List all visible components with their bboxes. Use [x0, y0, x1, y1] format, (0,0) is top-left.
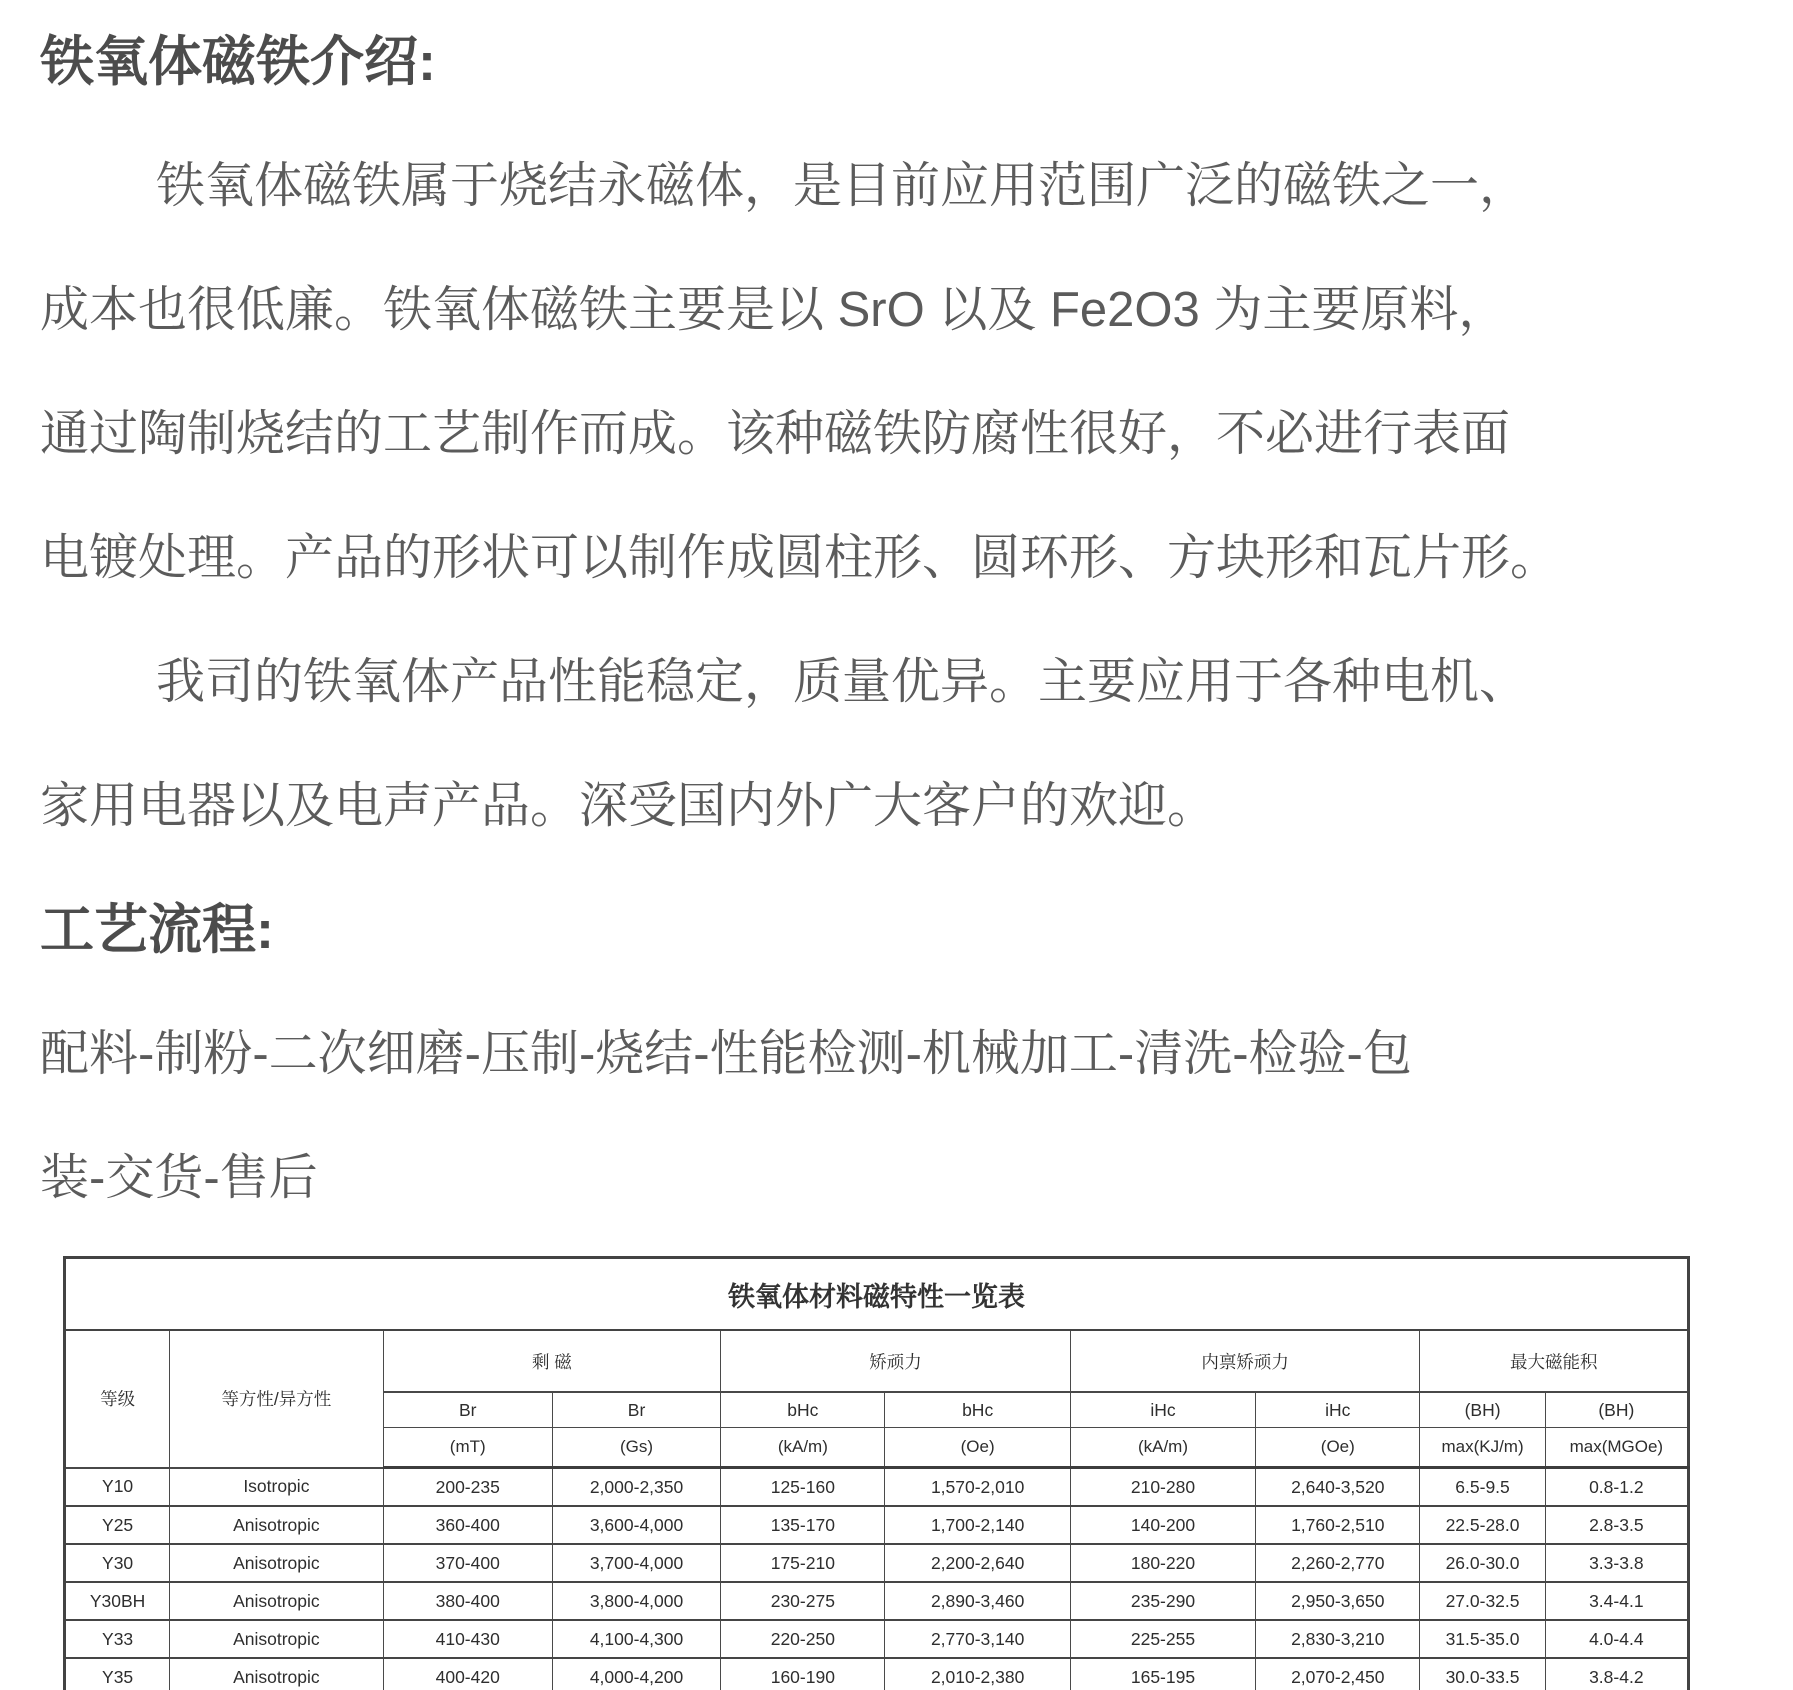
intro-line-5: 我司的铁氧体产品性能稳定，质量优异。主要应用于各种电机、: [156, 655, 1529, 709]
table-cell: Y35: [65, 1658, 170, 1690]
table-cell: 2,200-2,640: [885, 1544, 1070, 1582]
process-line-2: 装-交货-售后: [40, 1151, 318, 1205]
table-cell: 140-200: [1070, 1506, 1255, 1544]
table-cell: 225-255: [1070, 1620, 1255, 1658]
table-cell: 175-210: [721, 1544, 885, 1582]
unit-bh-kj: max(KJ/m): [1420, 1428, 1545, 1468]
table-cell: 200-235: [383, 1468, 552, 1507]
col-header-br-gs: Br: [552, 1392, 720, 1428]
table-cell: 2,010-2,380: [885, 1658, 1070, 1690]
table-cell: 380-400: [383, 1582, 552, 1620]
table-cell: 360-400: [383, 1506, 552, 1544]
col-header-isotropy: 等方性/异方性: [170, 1330, 383, 1468]
table-cell: Anisotropic: [170, 1658, 383, 1690]
table-cell: 165-195: [1070, 1658, 1255, 1690]
table-cell: Y10: [65, 1468, 170, 1507]
col-header-bhc-oe: bHc: [885, 1392, 1070, 1428]
table-cell: 30.0-33.5: [1420, 1658, 1545, 1690]
table-cell: 135-170: [721, 1506, 885, 1544]
table-cell: 2,770-3,140: [885, 1620, 1070, 1658]
table-cell: 220-250: [721, 1620, 885, 1658]
unit-mt: (mT): [383, 1428, 552, 1468]
table-cell: 2,070-2,450: [1256, 1658, 1420, 1690]
table-row: [65, 1544, 1689, 1582]
col-header-bhc-kam: bHc: [721, 1392, 885, 1428]
col-header-bh-kj: (BH): [1420, 1392, 1545, 1428]
intro-line-6: 家用电器以及电声产品。深受国内外广大客户的欢迎。: [40, 779, 1217, 833]
table-cell: 180-220: [1070, 1544, 1255, 1582]
table-row: [65, 1582, 1689, 1620]
unit-bhc-oe: (Oe): [885, 1428, 1070, 1468]
table-cell: 2,950-3,650: [1256, 1582, 1420, 1620]
intro-heading: 铁氧体磁铁介绍:: [40, 32, 436, 92]
table-cell: 6.5-9.5: [1420, 1468, 1545, 1507]
table-cell: 3.3-3.8: [1545, 1544, 1688, 1582]
table-cell: 3,600-4,000: [552, 1506, 720, 1544]
col-header-bh-mgoe: (BH): [1545, 1392, 1688, 1428]
unit-bhc-kam: (kA/m): [721, 1428, 885, 1468]
table-title-row: [65, 1258, 1689, 1331]
col-header-ihc-oe: iHc: [1256, 1392, 1420, 1428]
table-row: [65, 1468, 1689, 1507]
table-cell: 400-420: [383, 1658, 552, 1690]
unit-bh-mgoe: max(MGOe): [1545, 1428, 1688, 1468]
table-cell: 235-290: [1070, 1582, 1255, 1620]
unit-ihc-kam: (kA/m): [1070, 1428, 1255, 1468]
unit-ihc-oe: (Oe): [1256, 1428, 1420, 1468]
table-cell: Isotropic: [170, 1468, 383, 1507]
process-line-1: 配料-制粉-二次细磨-压制-烧结-性能检测-机械加工-清洗-检验-包: [40, 1027, 1412, 1081]
table-cell: 2,890-3,460: [885, 1582, 1070, 1620]
table-cell: 125-160: [721, 1468, 885, 1507]
table-cell: 3,800-4,000: [552, 1582, 720, 1620]
table-cell: Y30BH: [65, 1582, 170, 1620]
ferrite-properties-table: [63, 1256, 1690, 1690]
col-group-remanence: 剩 磁: [383, 1330, 721, 1392]
table-cell: 230-275: [721, 1582, 885, 1620]
table-cell: 4.0-4.4: [1545, 1620, 1688, 1658]
col-group-coercivity: 矫顽力: [721, 1330, 1071, 1392]
table-cell: 3.4-4.1: [1545, 1582, 1688, 1620]
table-cell: 3,700-4,000: [552, 1544, 720, 1582]
table-cell: 26.0-30.0: [1420, 1544, 1545, 1582]
table-cell: 1,760-2,510: [1256, 1506, 1420, 1544]
table-cell: Anisotropic: [170, 1620, 383, 1658]
intro-line-2: 成本也很低廉。铁氧体磁铁主要是以 SrO 以及 Fe2O3 为主要原料，: [40, 283, 1508, 337]
table-cell: 2,830-3,210: [1256, 1620, 1420, 1658]
col-header-br-mt: Br: [383, 1392, 552, 1428]
table-cell: Y25: [65, 1506, 170, 1544]
process-heading: 工艺流程:: [40, 900, 274, 960]
table-row: [65, 1658, 1689, 1690]
table-row: [65, 1506, 1689, 1544]
intro-line-3: 通过陶制烧结的工艺制作而成。该种磁铁防腐性很好，不必进行表面: [40, 407, 1511, 461]
table-cell: 0.8-1.2: [1545, 1468, 1688, 1507]
table-title: 铁氧体材料磁特性一览表: [65, 1258, 1689, 1331]
unit-gs: (Gs): [552, 1428, 720, 1468]
table-cell: 3.8-4.2: [1545, 1658, 1688, 1690]
table-cell: 2.8-3.5: [1545, 1506, 1688, 1544]
table-cell: 22.5-28.0: [1420, 1506, 1545, 1544]
table-cell: Anisotropic: [170, 1582, 383, 1620]
intro-line-1: 铁氧体磁铁属于烧结永磁体，是目前应用范围广泛的磁铁之一，: [156, 159, 1529, 213]
col-group-max-energy-product: 最大磁能积: [1420, 1330, 1689, 1392]
col-header-grade: 等级: [65, 1330, 170, 1468]
table-cell: 370-400: [383, 1544, 552, 1582]
table-cell: 2,260-2,770: [1256, 1544, 1420, 1582]
table-cell: 2,640-3,520: [1256, 1468, 1420, 1507]
table-cell: 31.5-35.0: [1420, 1620, 1545, 1658]
table-cell: 1,700-2,140: [885, 1506, 1070, 1544]
intro-line-4: 电镀处理。产品的形状可以制作成圆柱形、圆环形、方块形和瓦片形。: [40, 531, 1560, 585]
table-group-header-row: [65, 1330, 1689, 1392]
table-cell: 27.0-32.5: [1420, 1582, 1545, 1620]
col-header-ihc-kam: iHc: [1070, 1392, 1255, 1428]
table-cell: 2,000-2,350: [552, 1468, 720, 1507]
table-cell: 1,570-2,010: [885, 1468, 1070, 1507]
table-cell: Y33: [65, 1620, 170, 1658]
table-cell: 210-280: [1070, 1468, 1255, 1507]
table-cell: Anisotropic: [170, 1506, 383, 1544]
table-cell: 4,100-4,300: [552, 1620, 720, 1658]
col-group-intrinsic-coercivity: 内禀矫顽力: [1070, 1330, 1420, 1392]
table-cell: 410-430: [383, 1620, 552, 1658]
table-cell: 4,000-4,200: [552, 1658, 720, 1690]
table-cell: Anisotropic: [170, 1544, 383, 1582]
table-cell: 160-190: [721, 1658, 885, 1690]
table-cell: Y30: [65, 1544, 170, 1582]
table-row: [65, 1620, 1689, 1658]
